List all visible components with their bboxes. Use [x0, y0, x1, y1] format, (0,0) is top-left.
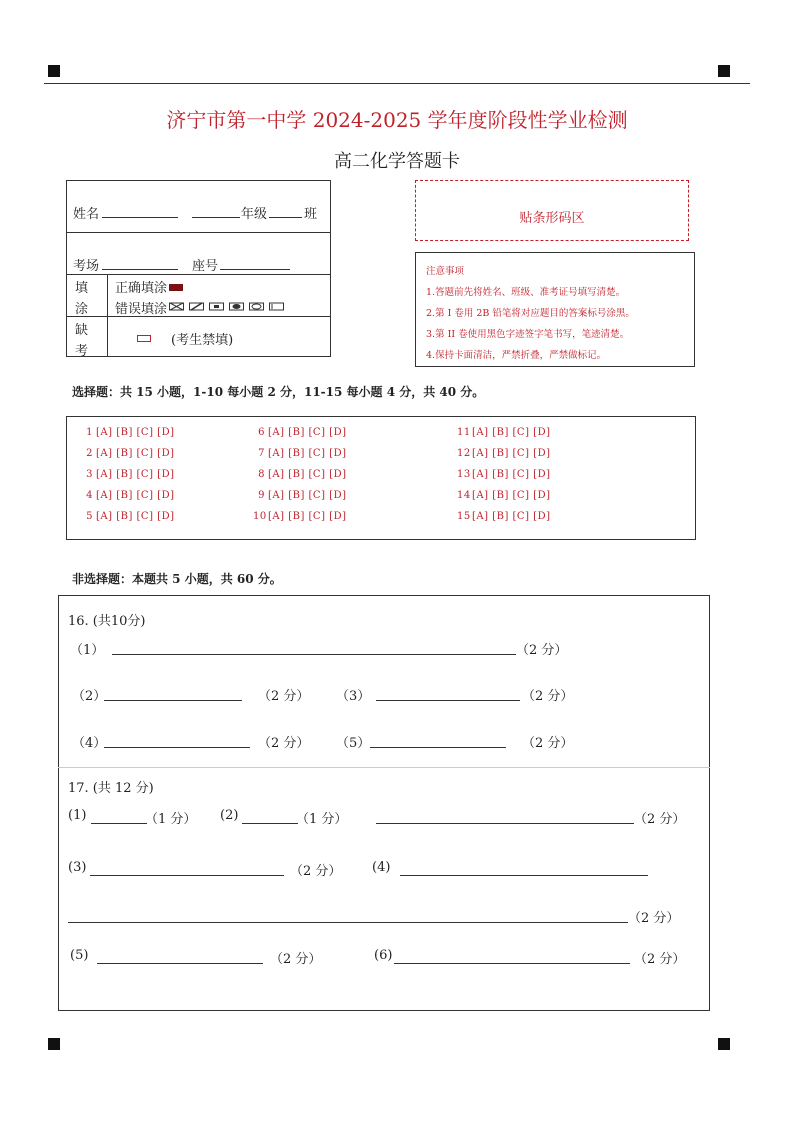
class-label: 班	[304, 207, 318, 222]
corner-marker-top-right	[718, 65, 730, 77]
student-info-box	[66, 180, 331, 357]
mc-question-14[interactable]: 14[A] [B] [C] [D]	[457, 490, 551, 501]
notes-title: 注意事项	[426, 266, 465, 277]
exam-room-label: 考场	[73, 259, 100, 274]
q17-p5-label: (5)	[70, 948, 89, 963]
corner-marker-top-left	[48, 65, 60, 77]
q17-p4-answer-line[interactable]	[400, 875, 648, 876]
absent-label-1: 缺	[75, 323, 89, 338]
q16-p1-label: （1）	[70, 643, 105, 658]
q17-p2-answer-line[interactable]	[242, 823, 298, 824]
name-label: 姓名	[73, 207, 100, 222]
mc-question-3[interactable]: 3 [A] [B] [C] [D]	[86, 469, 175, 480]
q17-p1-score: （1 分）	[145, 812, 197, 827]
q17-p3-label: (3)	[68, 860, 87, 875]
mc-question-15[interactable]: 15[A] [B] [C] [D]	[457, 511, 551, 522]
absent-note: (考生禁填)	[171, 333, 234, 348]
q17-p6-answer-line[interactable]	[394, 963, 630, 964]
mc-question-7[interactable]: 7 [A] [B] [C] [D]	[258, 448, 347, 459]
barcode-label: 贴条形码区	[519, 211, 585, 226]
mc-question-9[interactable]: 9 [A] [B] [C] [D]	[258, 490, 347, 501]
q16-p4-answer-line[interactable]	[104, 747, 250, 748]
q16-p5-answer-line[interactable]	[370, 747, 506, 748]
q17-p2b-score: （2 分）	[634, 812, 686, 827]
q16-p1-answer-line[interactable]	[112, 654, 516, 655]
notes-item-1: 1.答题前先将姓名、班级、准考证号填写清楚。	[426, 287, 626, 298]
mc-question-11[interactable]: 11[A] [B] [C] [D]	[457, 427, 551, 438]
q17-p2-label: (2)	[220, 808, 239, 823]
name-field[interactable]	[102, 217, 178, 218]
mc-question-13[interactable]: 13[A] [B] [C] [D]	[457, 469, 551, 480]
page-subtitle: 高二化学答题卡	[334, 151, 460, 172]
notes-box	[415, 252, 695, 367]
q17-p4-score: （2 分）	[628, 911, 680, 926]
q16-p5-label: （5）	[336, 736, 371, 751]
q16-title: 16. (共10分)	[68, 614, 146, 629]
header-rule	[44, 83, 750, 84]
grade-field[interactable]	[192, 217, 240, 218]
absent-checkbox[interactable]	[137, 335, 151, 342]
corner-marker-bottom-right	[718, 1038, 730, 1050]
mc-question-1[interactable]: 1 [A] [B] [C] [D]	[86, 427, 175, 438]
grade-label: 年级	[241, 207, 268, 222]
mc-question-12[interactable]: 12[A] [B] [C] [D]	[457, 448, 551, 459]
mc-question-10[interactable]: 10[A] [B] [C] [D]	[253, 511, 347, 522]
mc-question-2[interactable]: 2 [A] [B] [C] [D]	[86, 448, 175, 459]
q17-p5-answer-line[interactable]	[97, 963, 263, 964]
q16-p1-score: （2 分）	[516, 643, 568, 658]
q17-p6-label: (6)	[374, 948, 393, 963]
class-field[interactable]	[269, 217, 302, 218]
page-title: 济宁市第一中学 2024-2025 学年度阶段性学业检测	[166, 108, 628, 132]
q17-p3-answer-line[interactable]	[90, 875, 284, 876]
q16-p4-score: （2 分）	[258, 736, 310, 751]
q16-p5-score: （2 分）	[522, 736, 574, 751]
q17-p2b-answer-line[interactable]	[376, 823, 634, 824]
q16-p3-answer-line[interactable]	[376, 700, 520, 701]
mc-question-4[interactable]: 4 [A] [B] [C] [D]	[86, 490, 175, 501]
q17-p4-label: (4)	[372, 860, 391, 875]
q17-p5-score: （2 分）	[270, 952, 322, 967]
seat-field[interactable]	[220, 269, 290, 270]
mc-heading: 选择题：共 15 小题，1-10 每小题 2 分，11-15 每小题 4 分，共 40 分。	[72, 385, 485, 399]
q16-p2-answer-line[interactable]	[104, 700, 242, 701]
q16-p3-score: （2 分）	[522, 689, 574, 704]
q17-title: 17. (共 12 分)	[68, 781, 154, 796]
mc-question-8[interactable]: 8 [A] [B] [C] [D]	[258, 469, 347, 480]
notes-item-4: 4.保持卡面清洁，严禁折叠，严禁做标记。	[426, 350, 607, 361]
fill-label-1: 填	[75, 281, 89, 296]
question-divider	[58, 767, 710, 768]
q17-p3-score: （2 分）	[290, 864, 342, 879]
correct-fill-sample-icon	[169, 284, 183, 291]
mc-question-5[interactable]: 5 [A] [B] [C] [D]	[86, 511, 175, 522]
q16-p2-label: （2）	[72, 689, 107, 704]
notes-item-2: 2.第 I 卷用 2B 铅笔将对应题目的答案标号涂黑。	[426, 308, 635, 319]
nonmc-heading: 非选择题：本题共 5 小题，共 60 分。	[72, 572, 282, 586]
absent-label-2: 考	[75, 344, 89, 359]
q17-p4-answer-line-2[interactable]	[68, 922, 628, 923]
wrong-fill-samples-icon	[169, 302, 293, 312]
fill-label-2: 涂	[75, 302, 89, 317]
seat-label: 座号	[192, 259, 219, 274]
q16-p3-label: （3）	[336, 689, 371, 704]
q17-p1-answer-line[interactable]	[91, 823, 147, 824]
mc-question-6[interactable]: 6 [A] [B] [C] [D]	[258, 427, 347, 438]
q17-p6-score: （2 分）	[634, 952, 686, 967]
q17-p2-score: （1 分）	[296, 812, 348, 827]
wrong-fill-label: 错误填涂	[115, 302, 168, 317]
q16-p2-score: （2 分）	[258, 689, 310, 704]
exam-room-field[interactable]	[102, 269, 178, 270]
notes-item-3: 3.第 II 卷使用黑色字迹签字笔书写，笔迹清楚。	[426, 329, 630, 340]
q16-p4-label: （4）	[72, 736, 107, 751]
barcode-area	[415, 180, 689, 241]
corner-marker-bottom-left	[48, 1038, 60, 1050]
mc-answer-box	[66, 416, 696, 540]
correct-fill-label: 正确填涂	[115, 281, 168, 296]
q17-p1-label: (1)	[68, 808, 87, 823]
